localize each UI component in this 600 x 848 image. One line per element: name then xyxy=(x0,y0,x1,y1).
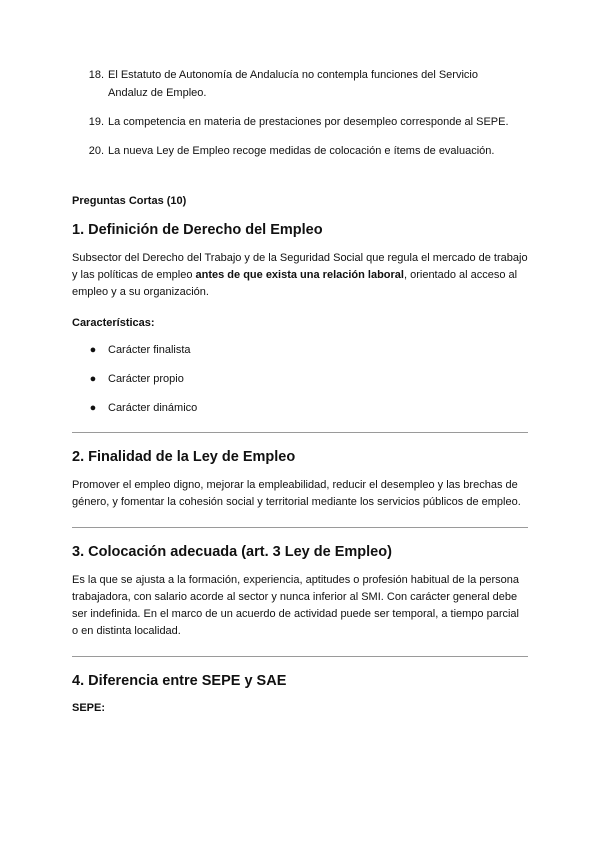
horizontal-divider xyxy=(72,527,528,528)
bullet-icon: ● xyxy=(89,373,97,385)
item-text: El Estatuto de Autonomía de Andalucía no contempla funciones del Servicio Andaluz de Empleo. xyxy=(108,69,478,99)
item-text: La nueva Ley de Empleo recoge medidas de colocación e ítems de evaluación. xyxy=(108,145,495,157)
section-paragraph: Es la que se ajusta a la formación, experiencia, aptitudes o profesión habitual de la persona trabajadora, con salario acorde al sector y nunca inferior al SMI. Con carácter general debe ser indefinida. En el marco de un acuerdo de actividad puede ser temporal, a tiempo parcial o en distinta localidad. xyxy=(72,574,520,637)
section-heading: 4. Diferencia entre SEPE y SAE xyxy=(72,673,287,689)
section-heading: 2. Finalidad de la Ley de Empleo xyxy=(72,449,296,465)
section-definition xyxy=(72,220,528,416)
bullet-text: Carácter dinámico xyxy=(108,402,198,414)
list-item xyxy=(72,66,528,102)
item-number: 18. xyxy=(88,69,104,81)
horizontal-divider xyxy=(72,432,528,433)
section-placement xyxy=(72,542,528,640)
item-text: La competencia en materia de prestaciones por desempleo corresponde al SEPE. xyxy=(108,116,509,128)
paragraph-bold-text: antes de que exista una relación laboral xyxy=(195,269,404,281)
bullet-icon: ● xyxy=(89,344,97,356)
section-purpose xyxy=(72,447,528,511)
list-item xyxy=(72,142,528,160)
item-number: 20. xyxy=(88,145,104,157)
section-heading: 1. Definición de Derecho del Empleo xyxy=(72,222,323,238)
section-difference xyxy=(72,671,528,716)
bullet-text: Carácter propio xyxy=(108,373,184,385)
sepe-label: SEPE: xyxy=(72,702,106,714)
document-content xyxy=(72,66,528,716)
short-questions-title: Preguntas Cortas (10) xyxy=(72,195,187,207)
bullet-item xyxy=(72,343,528,358)
section-paragraph: Promover el empleo digno, mejorar la empleabilidad, reducir el desempleo y las brechas de género, y fomentar la cohesión social y territorial mediante los servicios públicos de empleo. xyxy=(72,479,521,508)
horizontal-divider xyxy=(72,656,528,657)
list-item xyxy=(72,113,528,131)
bullet-item xyxy=(72,372,528,387)
characteristics-list xyxy=(72,343,528,416)
paragraph-text: Subsector del Derecho del Trabajo y de la Seguridad Social que regula el mercado de trabajo y las políticas de empleo xyxy=(72,252,528,281)
paragraph-text: , orientado al acceso al empleo y a su organización. xyxy=(72,269,518,298)
section-heading: 3. Colocación adecuada (art. 3 Ley de Empleo) xyxy=(72,544,392,560)
bullet-text: Carácter finalista xyxy=(108,344,191,356)
numbered-list xyxy=(72,66,528,160)
bullet-icon: ● xyxy=(89,402,97,414)
bullet-item xyxy=(72,401,528,416)
characteristics-label: Características: xyxy=(72,317,155,329)
item-number: 19. xyxy=(88,116,104,128)
section-paragraph xyxy=(72,250,528,301)
